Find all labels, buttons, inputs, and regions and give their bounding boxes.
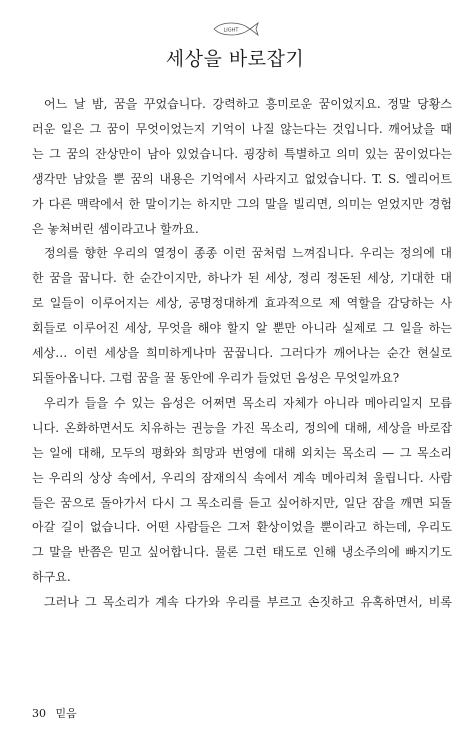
text-line: 는 우리의 상상 속에서, 우리의 잠재의식 속에서 계속 메아리쳐 울립니다. 사람 (32, 470, 452, 485)
text-line: 그 말을 반쯤은 믿고 싶어합니다. 물론 그런 태도로 인해 냉소주의에 빠지기도 (32, 545, 452, 560)
text-line: 는 그 꿈의 잔상만이 남아 있었습니다. 굉장히 특별하고 의미 있는 꿈이었다는 (32, 146, 452, 161)
text-line: 되돌아옵니다. 그럼 꿈을 꿀 동안에 우리가 들었던 음성은 무엇일까요? (32, 370, 400, 385)
chapter-title: 세상을 바로잡기 (165, 48, 305, 70)
text-line: 들은 꿈으로 돌아가서 다시 그 목소리를 듣고 싶어하지만, 일단 잠을 깨면 되돌 (32, 495, 452, 510)
text-line: 가 다른 맥락에서 한 말이기는 하지만 그의 말을 빌리면, 의미는 얻었지만 경험 (32, 196, 452, 211)
page-footer (32, 705, 77, 721)
text-line: 회들로 이루어진 세상, 무엇을 해야 할지 알 뿐만 아니라 실제로 그 일을 하는 (32, 321, 452, 336)
emblem-label: LIGHT (223, 27, 239, 34)
text-line: 정의를 향한 우리의 열정이 종종 이런 꿈처럼 느껴집니다. 우리는 정의에 대 (44, 246, 452, 261)
fish-icon (212, 21, 260, 37)
text-line: 은 놓쳐버린 셈이라고나 할까요. (32, 221, 199, 236)
text-line: 어느 날 밤, 꿈을 꾸었습니다. 강력하고 흥미로운 꿈이었지요. 정말 당황스 (44, 97, 452, 111)
text-line: 우리가 들을 수 있는 음성은 어쩌면 목소리 자체가 아니라 메아리일지 모릅 (44, 395, 452, 410)
text-line: 러운 일은 그 꿈이 무엇이었는지 기억이 나질 않는다는 것입니다. 깨어났을 때 (32, 121, 452, 136)
text-line: 그러나 그 목소리가 계속 다가와 우리를 부르고 손짓하고 유혹하면서, 비록 (44, 595, 452, 610)
text-line: 는 일에 대해, 모두의 평화와 희망과 번영에 대해 외치는 목소리 — 그 목소리 (32, 445, 452, 460)
text-line: 한 꿈을 꿉니다. 한 순간이지만, 하나가 된 세상, 정리 정돈된 세상, 기대한 대 (32, 271, 452, 286)
text-line: 생각만 남았을 뿐 꿈의 내용은 기억에서 사라지고 없었습니다. T. S. 엘리어트 (32, 171, 452, 186)
text-line: 로 일들이 이루어지는 세상, 공명정대하게 효과적으로 제 역할을 감당하는 사 (32, 296, 452, 311)
body-text (32, 92, 452, 615)
text-line: 니다. 온화하면서도 치유하는 권능을 가진 목소리, 정의에 대해, 세상을 바로잡 (32, 420, 452, 435)
text-line: 하구요. (32, 570, 71, 585)
page-number: 30 (32, 707, 46, 720)
book-title: 믿음 (55, 707, 77, 720)
text-line: 세상… 이런 세상을 희미하게나마 꿈꿉니다. 그러다가 깨어나는 순간 현실로 (32, 346, 452, 361)
fish-emblem (212, 21, 260, 37)
text-line: 아갈 길이 없습니다. 어떤 사람들은 그저 환상이었을 뿐이라고 하는데, 우리도 (32, 520, 452, 535)
